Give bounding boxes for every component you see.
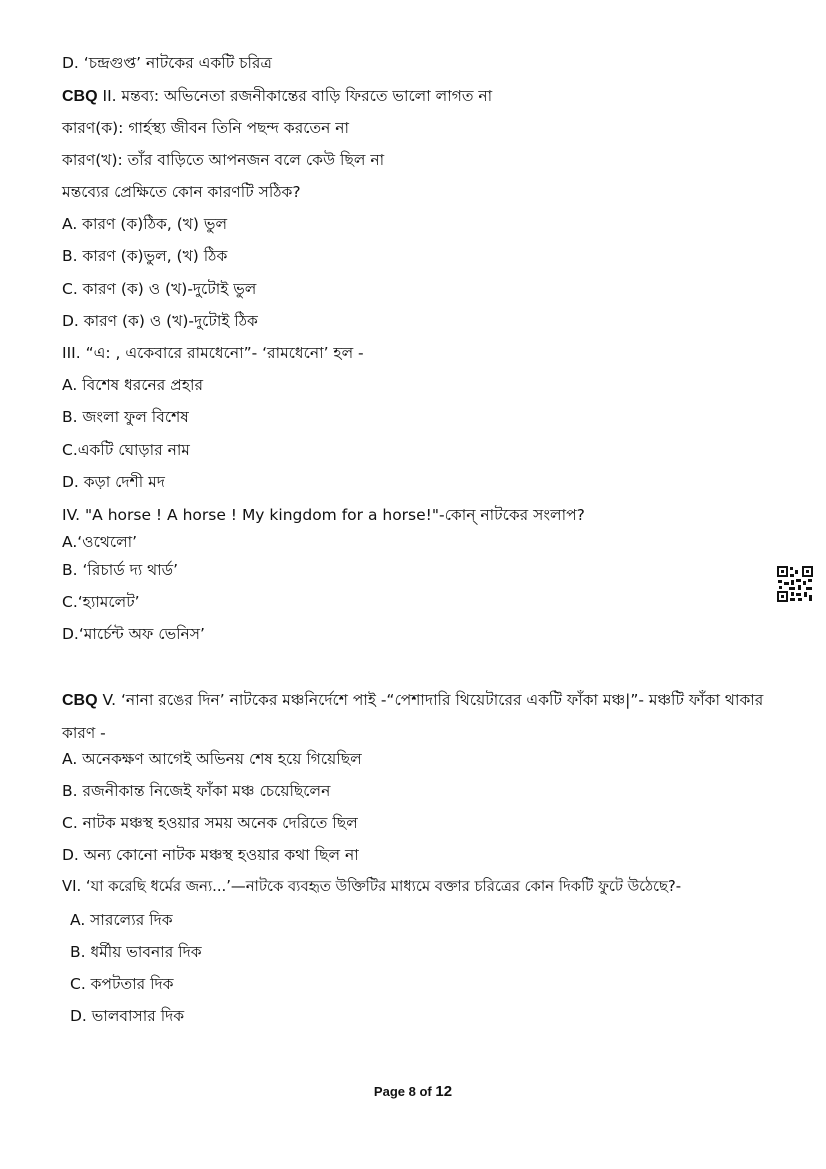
q3-option-b: B. জংলা ফুল বিশেষ: [62, 408, 189, 426]
question-6-stem: VI. ‘যা করেছি ধর্মের জন্য...’—নাটকে ব্যবহৃত উক্তিটির মাধ্যমে বক্তার চরিত্রের কোন দিকটি ফুটে উঠেছে?-: [62, 878, 682, 895]
q4-option-a: A.‘ওথেলো’: [62, 533, 138, 551]
q4-option-c: C.‘হ্যামলেট’: [62, 593, 140, 611]
question-5-text: V. ‘নানা রঙের দিন’ নাটকের মঞ্চনির্দেশে পাই -“পেশাদারি থিয়েটারের একটি ফাঁকা মঞ্চ|”- মঞ্চটি ফাঁকা থাকার কারণ -: [62, 691, 764, 742]
q6-option-b: B. ধর্মীয় ভাবনার দিক: [70, 943, 202, 961]
q6-option-c: C. কপটতার দিক: [70, 975, 174, 993]
q5-option-b: B. রজনীকান্ত নিজেই ফাঁকা মঞ্চ চেয়েছিলেন: [62, 782, 331, 800]
q3-option-a: A. বিশেষ ধরনের প্রহার: [62, 376, 203, 394]
q2-prompt: মন্তব্যের প্রেক্ষিতে কোন কারণটি সঠিক?: [62, 183, 301, 201]
question-2-stem: [62, 86, 492, 107]
cbq-label: CBQ: [62, 692, 98, 709]
q6-option-a: A. সারল্যের দিক: [70, 911, 173, 929]
question-5-stem: [62, 684, 782, 749]
q6-option-d: D. ভালবাসার দিক: [70, 1007, 185, 1025]
page-footer: [0, 1083, 826, 1100]
q5-option-d: D. অন্য কোনো নাটক মঞ্চস্থ হওয়ার কথা ছিল না: [62, 846, 359, 864]
q2-reason-kha: কারণ(খ): তাঁর বাড়িতে আপনজন বলে কেউ ছিল না: [62, 151, 385, 169]
of-word: of: [419, 1084, 432, 1099]
page-number: 8: [408, 1084, 416, 1099]
q2-option-d: D. কারণ (ক) ও (খ)-দুটোই ঠিক: [62, 312, 258, 330]
q2-option-c: C. কারণ (ক) ও (খ)-দুটোই ভুল: [62, 280, 257, 298]
q4-option-d: D.‘মার্চেন্ট অফ ভেনিস’: [62, 625, 205, 643]
cbq-label: CBQ: [62, 88, 98, 105]
q3-option-c: C.একটি ঘোড়ার নাম: [62, 441, 190, 459]
q1-option-d: D. ‘চন্দ্রগুপ্ত’ নাটকের একটি চরিত্র: [62, 54, 272, 72]
q3-option-d: D. কড়া দেশী মদ: [62, 473, 165, 491]
question-2-text: II. মন্তব্য: অভিনেতা রজনীকান্তের বাড়ি ফিরতে ভালো লাগত না: [102, 87, 493, 105]
q2-option-a: A. কারণ (ক)ঠিক, (খ) ভুল: [62, 215, 228, 233]
q2-option-b: B. কারণ (ক)ভুল, (খ) ঠিক: [62, 247, 228, 265]
q5-option-c: C. নাটক মঞ্চস্থ হওয়ার সময় অনেক দেরিতে ছিল: [62, 814, 358, 832]
page-word: Page: [373, 1084, 405, 1099]
page-total: 12: [435, 1083, 453, 1100]
q4-option-b: B. ‘রিচার্ড দ্য থার্ড’: [62, 561, 179, 579]
q5-option-a: A. অনেকক্ষণ আগেই অভিনয় শেষ হয়ে গিয়েছিল: [62, 750, 362, 768]
question-3-stem: III. “এ: , একেবারে রামধেনো”- ‘রামধেনো’ হল -: [62, 344, 364, 362]
qr-code-icon: [776, 565, 814, 603]
question-4-stem: IV. "A horse ! A horse ! My kingdom for a horse!"-কোন্ নাটকের সংলাপ?: [62, 506, 585, 524]
q2-reason-ka: কারণ(ক): গার্হস্থ্য জীবন তিনি পছন্দ করতেন না: [62, 119, 350, 137]
